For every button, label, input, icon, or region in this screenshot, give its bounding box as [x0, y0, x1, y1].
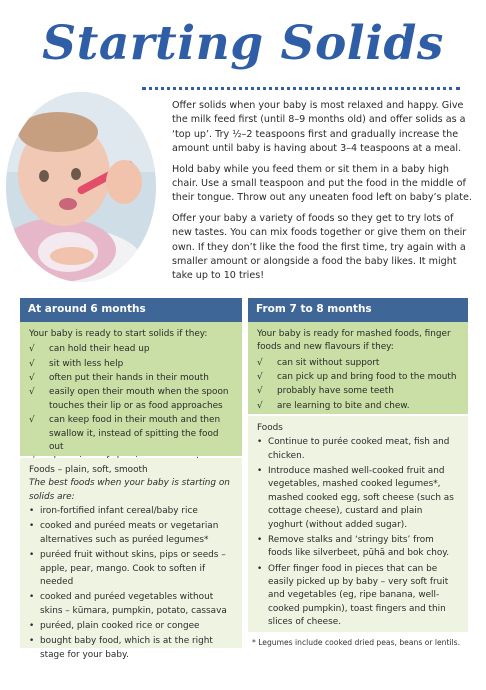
right-foods-heading: Foods — [257, 423, 283, 433]
intro-paragraph-1: Offer solids when your baby is most relaxed and happy. Give the milk feed first (until 8–9 months old) and offer solids as a ‘top up’. Try ½–2 teaspoons first and gradually increase the amount until baby is having about 3–4 teaspoons at a meal. — [172, 100, 466, 155]
check-icon: √ — [257, 357, 263, 368]
legumes-footnote: * Legumes include cooked dried peas, beans or lentils. — [252, 638, 461, 647]
list-item: √ can sit without support — [257, 357, 459, 370]
left-foods-heading: Foods – plain, soft, smooth — [29, 465, 148, 475]
right-column-heading: From 7 to 8 months — [248, 298, 468, 322]
intro-text — [172, 99, 472, 290]
list-item: √ probably have some teeth — [257, 385, 459, 398]
bullet-icon: • — [29, 550, 35, 561]
left-column-heading: At around 6 months — [20, 298, 242, 322]
list-item: • cooked and puréed vegetables without skins – kūmara, pumpkin, potato, cassava — [29, 592, 227, 616]
right-foods-panel — [248, 416, 468, 632]
title-dotted-rule — [142, 87, 460, 90]
page-title: Starting Solids — [42, 16, 444, 71]
list-item: √ can pick up and bring food to the mouth — [257, 371, 459, 384]
bullet-icon: • — [29, 521, 35, 532]
check-icon: √ — [29, 415, 35, 426]
list-item: • Remove stalks and ‘stringy bits’ from foods like silverbeet, pūhā and bok choy. — [257, 534, 450, 559]
left-foods-panel — [20, 458, 242, 660]
right-readiness-panel — [248, 322, 468, 414]
list-item: • Offer finger food in pieces that can be easily picked up by baby – very soft fruit and vegetables (eg, ripe banana, well-cooked pumpkin), toast fingers and thin slices of cheese. — [257, 563, 449, 628]
bullet-icon: • — [257, 563, 263, 574]
check-icon: √ — [29, 373, 35, 384]
list-item: • puréed, plain cooked rice or congee — [29, 620, 233, 633]
list-item: √ sit with less help — [29, 358, 233, 371]
check-icon: √ — [257, 386, 263, 397]
list-item: √ are learning to bite and chew. — [257, 400, 459, 413]
right-foods-list — [257, 436, 459, 629]
left-readiness-panel — [20, 322, 242, 456]
list-item: • iron-fortified infant cereal/baby rice — [29, 505, 233, 518]
list-item: √ can hold their head up — [29, 343, 233, 356]
intro-paragraph-3: Offer your baby a variety of foods so they get to try lots of new tastes. You can mix foods together or give them on their own. If they don’t like the food the first time, try again with a smaller amount or alongside a food the baby likes. It might take up to 10 tries! — [172, 212, 467, 282]
left-readiness-list — [29, 343, 233, 468]
baby-photo — [6, 92, 156, 282]
list-item: √ can keep food in their mouth and then swallow it, instead of spitting the food out — [29, 415, 221, 452]
list-item: • puréed fruit without skins, pips or seeds – apple, pear, mango. Cook to soften if needed — [29, 550, 226, 587]
bullet-icon: • — [29, 592, 35, 603]
baby-eating-illustration — [6, 92, 156, 282]
list-item: • Continue to purée cooked meat, fish and chicken. — [257, 437, 450, 461]
right-readiness-intro: Your baby is ready for mashed foods, finger foods and new flavours if they: — [257, 329, 451, 353]
left-readiness-intro: Your baby is ready to start solids if they: — [29, 329, 208, 339]
bullet-icon: • — [257, 437, 263, 448]
list-item: √ often put their hands in their mouth — [29, 372, 233, 385]
bullet-icon: • — [29, 636, 35, 647]
list-item: • Introduce mashed well-cooked fruit and vegetables, mashed cooked legumes*, mashed cooked egg, soft cheese (such as cottage cheese), custard and plain yoghurt (without added sugar). — [257, 466, 454, 530]
bullet-icon: • — [29, 506, 35, 517]
intro-paragraph-2: Hold baby while you feed them or sit them in a baby high chair. Use a small teaspoon and put the food in the middle of their tongue. Throw out any uneaten food left on baby’s plate. — [172, 163, 472, 204]
check-icon: √ — [29, 344, 35, 355]
check-icon: √ — [29, 358, 35, 369]
check-icon: √ — [257, 400, 263, 411]
list-item: • bought baby food, which is at the right stage for your baby. — [29, 636, 213, 660]
left-foods-note: The best foods when your baby is starting on solids are: — [29, 478, 230, 502]
bullet-icon: • — [29, 620, 35, 631]
check-icon: √ — [29, 387, 35, 398]
list-item: • cooked and puréed meats or vegetarian alternatives such as puréed legumes* — [29, 521, 219, 545]
right-readiness-list — [257, 357, 459, 413]
list-item: √ easily open their mouth when the spoon touches their lip or as food approaches — [29, 387, 229, 411]
bullet-icon: • — [257, 534, 263, 545]
check-icon: √ — [257, 372, 263, 383]
bullet-icon: • — [257, 466, 263, 477]
left-foods-list — [29, 505, 233, 662]
